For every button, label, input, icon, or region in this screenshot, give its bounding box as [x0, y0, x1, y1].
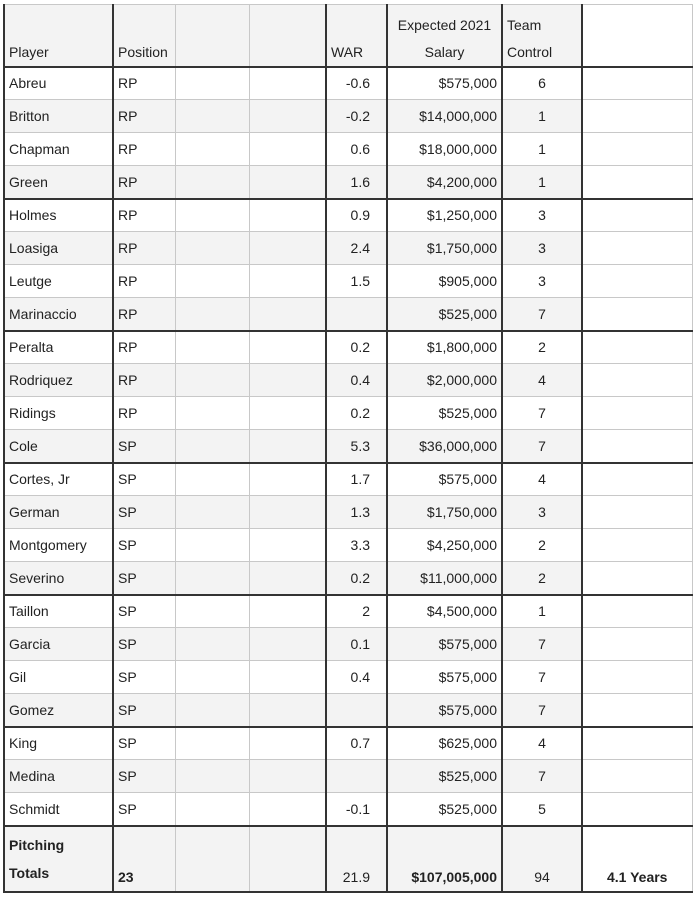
- war-cell[interactable]: -0.2: [326, 100, 387, 133]
- salary-cell[interactable]: $11,000,000: [387, 562, 502, 595]
- position-cell[interactable]: SP: [113, 694, 175, 727]
- header-team-control[interactable]: [502, 5, 582, 67]
- totals-count-cell[interactable]: 23: [113, 826, 175, 892]
- team-control-cell[interactable]: 6: [502, 67, 582, 100]
- blank-cell[interactable]: [249, 265, 326, 298]
- position-cell[interactable]: SP: [113, 430, 175, 463]
- salary-cell[interactable]: $525,000: [387, 793, 502, 826]
- blank-cell[interactable]: [175, 67, 249, 100]
- extra-cell[interactable]: [582, 595, 692, 628]
- blank-cell[interactable]: [175, 364, 249, 397]
- extra-cell[interactable]: [582, 562, 692, 595]
- totals-label-cell[interactable]: [4, 826, 113, 892]
- extra-cell[interactable]: [582, 529, 692, 562]
- position-cell[interactable]: RP: [113, 331, 175, 364]
- blank-cell[interactable]: [249, 298, 326, 331]
- player-cell[interactable]: Medina: [4, 760, 113, 793]
- header-war[interactable]: WAR: [326, 5, 387, 67]
- header-salary[interactable]: [387, 5, 502, 67]
- salary-cell[interactable]: $1,750,000: [387, 496, 502, 529]
- salary-cell[interactable]: $36,000,000: [387, 430, 502, 463]
- salary-cell[interactable]: $575,000: [387, 463, 502, 496]
- extra-cell[interactable]: [582, 67, 692, 100]
- position-cell[interactable]: RP: [113, 133, 175, 166]
- table-row: [4, 232, 692, 265]
- blank-cell[interactable]: [249, 727, 326, 760]
- extra-cell[interactable]: [582, 166, 692, 199]
- table-row: [4, 100, 692, 133]
- extra-cell[interactable]: [582, 793, 692, 826]
- team-control-cell[interactable]: 5: [502, 793, 582, 826]
- player-cell[interactable]: Gil: [4, 661, 113, 694]
- team-control-cell[interactable]: 7: [502, 430, 582, 463]
- salary-cell[interactable]: $2,000,000: [387, 364, 502, 397]
- header-position[interactable]: Position: [113, 5, 175, 67]
- team-control-cell[interactable]: 7: [502, 628, 582, 661]
- position-cell[interactable]: RP: [113, 298, 175, 331]
- team-control-cell[interactable]: 4: [502, 463, 582, 496]
- blank-cell[interactable]: [175, 100, 249, 133]
- table-row: [4, 760, 692, 793]
- header-player[interactable]: Player: [4, 5, 113, 67]
- blank-cell[interactable]: [249, 430, 326, 463]
- war-cell[interactable]: 0.2: [326, 331, 387, 364]
- header-blank-1[interactable]: [175, 5, 249, 67]
- salary-cell[interactable]: $575,000: [387, 67, 502, 100]
- table-row: [4, 463, 692, 496]
- salary-cell[interactable]: $525,000: [387, 397, 502, 430]
- blank-cell[interactable]: [175, 727, 249, 760]
- team-control-cell[interactable]: 3: [502, 199, 582, 232]
- table-row: [4, 364, 692, 397]
- extra-cell[interactable]: [582, 298, 692, 331]
- blank-cell[interactable]: [175, 760, 249, 793]
- totals-average-cell[interactable]: 4.1 Years: [582, 826, 692, 892]
- blank-cell[interactable]: [175, 298, 249, 331]
- team-control-cell[interactable]: 1: [502, 100, 582, 133]
- blank-cell[interactable]: [249, 562, 326, 595]
- blank-cell[interactable]: [175, 661, 249, 694]
- player-cell[interactable]: Taillon: [4, 595, 113, 628]
- war-cell[interactable]: [326, 298, 387, 331]
- blank-cell[interactable]: [175, 166, 249, 199]
- blank-cell[interactable]: [175, 628, 249, 661]
- blank-cell[interactable]: [175, 529, 249, 562]
- war-cell[interactable]: 1.7: [326, 463, 387, 496]
- blank-cell[interactable]: [249, 628, 326, 661]
- war-cell[interactable]: 0.2: [326, 397, 387, 430]
- header-row: [4, 5, 692, 67]
- player-cell[interactable]: Leutge: [4, 265, 113, 298]
- war-cell[interactable]: 0.6: [326, 133, 387, 166]
- table-row: [4, 562, 692, 595]
- extra-cell[interactable]: [582, 133, 692, 166]
- position-cell[interactable]: SP: [113, 562, 175, 595]
- extra-cell[interactable]: [582, 265, 692, 298]
- war-cell[interactable]: 0.1: [326, 628, 387, 661]
- pitching-table: [3, 4, 693, 893]
- position-cell[interactable]: RP: [113, 232, 175, 265]
- extra-cell[interactable]: [582, 331, 692, 364]
- salary-cell[interactable]: $905,000: [387, 265, 502, 298]
- blank-cell[interactable]: [249, 232, 326, 265]
- blank-cell[interactable]: [175, 562, 249, 595]
- blank-cell[interactable]: [249, 166, 326, 199]
- player-cell[interactable]: Schmidt: [4, 793, 113, 826]
- player-cell[interactable]: Montgomery: [4, 529, 113, 562]
- header-blank-2[interactable]: [249, 5, 326, 67]
- team-control-cell[interactable]: 3: [502, 496, 582, 529]
- war-cell[interactable]: 1.5: [326, 265, 387, 298]
- totals-label-line2: Totals: [9, 864, 50, 881]
- blank-cell[interactable]: [175, 463, 249, 496]
- table-row: [4, 331, 692, 364]
- position-cell[interactable]: RP: [113, 265, 175, 298]
- table-row: [4, 793, 692, 826]
- salary-cell[interactable]: $4,200,000: [387, 166, 502, 199]
- blank-cell[interactable]: [175, 496, 249, 529]
- extra-cell[interactable]: [582, 430, 692, 463]
- position-cell[interactable]: SP: [113, 463, 175, 496]
- war-cell[interactable]: 1.3: [326, 496, 387, 529]
- war-cell[interactable]: 2.4: [326, 232, 387, 265]
- war-cell[interactable]: 2: [326, 595, 387, 628]
- totals-salary-cell[interactable]: $107,005,000: [387, 826, 502, 892]
- blank-cell[interactable]: [175, 793, 249, 826]
- position-cell[interactable]: RP: [113, 364, 175, 397]
- blank-cell[interactable]: [249, 463, 326, 496]
- extra-cell[interactable]: [582, 199, 692, 232]
- extra-cell[interactable]: [582, 628, 692, 661]
- blank-cell[interactable]: [249, 529, 326, 562]
- table-row: [4, 265, 692, 298]
- blank-cell[interactable]: [175, 826, 249, 892]
- player-cell[interactable]: Green: [4, 166, 113, 199]
- salary-cell[interactable]: $14,000,000: [387, 100, 502, 133]
- player-cell[interactable]: Severino: [4, 562, 113, 595]
- blank-cell[interactable]: [175, 430, 249, 463]
- blank-cell[interactable]: [175, 199, 249, 232]
- blank-cell[interactable]: [175, 397, 249, 430]
- position-cell[interactable]: RP: [113, 100, 175, 133]
- position-cell[interactable]: SP: [113, 661, 175, 694]
- player-cell[interactable]: Garcia: [4, 628, 113, 661]
- blank-cell[interactable]: [249, 133, 326, 166]
- salary-cell[interactable]: $4,250,000: [387, 529, 502, 562]
- war-cell[interactable]: -0.1: [326, 793, 387, 826]
- totals-war-cell[interactable]: 21.9: [326, 826, 387, 892]
- extra-cell[interactable]: [582, 463, 692, 496]
- blank-cell[interactable]: [249, 364, 326, 397]
- salary-cell[interactable]: $18,000,000: [387, 133, 502, 166]
- header-control-line1: Team: [507, 16, 542, 33]
- blank-cell[interactable]: [249, 397, 326, 430]
- position-cell[interactable]: SP: [113, 793, 175, 826]
- position-cell[interactable]: RP: [113, 166, 175, 199]
- table-row: [4, 628, 692, 661]
- blank-cell[interactable]: [249, 826, 326, 892]
- salary-cell[interactable]: $575,000: [387, 661, 502, 694]
- war-cell[interactable]: 1.6: [326, 166, 387, 199]
- salary-cell[interactable]: $625,000: [387, 727, 502, 760]
- war-cell[interactable]: [326, 760, 387, 793]
- war-cell[interactable]: 0.2: [326, 562, 387, 595]
- team-control-cell[interactable]: 7: [502, 760, 582, 793]
- table-row: [4, 397, 692, 430]
- war-cell[interactable]: 0.4: [326, 661, 387, 694]
- position-cell[interactable]: SP: [113, 595, 175, 628]
- player-cell[interactable]: Rodriquez: [4, 364, 113, 397]
- blank-cell[interactable]: [249, 694, 326, 727]
- war-cell[interactable]: 0.7: [326, 727, 387, 760]
- salary-cell[interactable]: $1,250,000: [387, 199, 502, 232]
- player-cell[interactable]: Holmes: [4, 199, 113, 232]
- player-cell[interactable]: German: [4, 496, 113, 529]
- header-salary-line1: Expected 2021: [397, 16, 492, 33]
- position-cell[interactable]: SP: [113, 760, 175, 793]
- totals-control-cell[interactable]: 94: [502, 826, 582, 892]
- blank-cell[interactable]: [175, 265, 249, 298]
- blank-cell[interactable]: [249, 793, 326, 826]
- position-cell[interactable]: RP: [113, 397, 175, 430]
- extra-cell[interactable]: [582, 661, 692, 694]
- team-control-cell[interactable]: 1: [502, 595, 582, 628]
- blank-cell[interactable]: [175, 232, 249, 265]
- blank-cell[interactable]: [249, 331, 326, 364]
- player-cell[interactable]: Marinaccio: [4, 298, 113, 331]
- war-cell[interactable]: [326, 694, 387, 727]
- extra-cell[interactable]: [582, 364, 692, 397]
- blank-cell[interactable]: [249, 760, 326, 793]
- totals-row: [4, 826, 692, 892]
- position-cell[interactable]: RP: [113, 199, 175, 232]
- header-salary-line2: Salary: [424, 43, 465, 60]
- salary-cell[interactable]: $575,000: [387, 694, 502, 727]
- salary-cell[interactable]: $1,800,000: [387, 331, 502, 364]
- player-cell[interactable]: Abreu: [4, 67, 113, 100]
- team-control-cell[interactable]: 7: [502, 298, 582, 331]
- war-cell[interactable]: -0.6: [326, 67, 387, 100]
- team-control-cell[interactable]: 3: [502, 232, 582, 265]
- table-row: [4, 529, 692, 562]
- extra-cell[interactable]: [582, 397, 692, 430]
- position-cell[interactable]: RP: [113, 67, 175, 100]
- table-row: [4, 298, 692, 331]
- team-control-cell[interactable]: 2: [502, 331, 582, 364]
- player-cell[interactable]: King: [4, 727, 113, 760]
- position-cell[interactable]: SP: [113, 628, 175, 661]
- table-row: [4, 661, 692, 694]
- table-row: [4, 67, 692, 100]
- team-control-cell[interactable]: 7: [502, 397, 582, 430]
- team-control-cell[interactable]: 1: [502, 133, 582, 166]
- team-control-cell[interactable]: 3: [502, 265, 582, 298]
- extra-cell[interactable]: [582, 100, 692, 133]
- player-cell[interactable]: Britton: [4, 100, 113, 133]
- player-cell[interactable]: Ridings: [4, 397, 113, 430]
- player-cell[interactable]: Peralta: [4, 331, 113, 364]
- team-control-cell[interactable]: 7: [502, 694, 582, 727]
- table-row: [4, 496, 692, 529]
- blank-cell[interactable]: [175, 595, 249, 628]
- blank-cell[interactable]: [249, 661, 326, 694]
- team-control-cell[interactable]: 4: [502, 727, 582, 760]
- table-row: [4, 595, 692, 628]
- blank-cell[interactable]: [249, 67, 326, 100]
- extra-cell[interactable]: [582, 496, 692, 529]
- table-row: [4, 430, 692, 463]
- war-cell[interactable]: 0.9: [326, 199, 387, 232]
- header-control-line2: Control: [507, 43, 553, 60]
- team-control-cell[interactable]: 1: [502, 166, 582, 199]
- table-row: [4, 166, 692, 199]
- blank-cell[interactable]: [249, 199, 326, 232]
- player-cell[interactable]: Gomez: [4, 694, 113, 727]
- salary-cell[interactable]: $1,750,000: [387, 232, 502, 265]
- position-cell[interactable]: SP: [113, 496, 175, 529]
- totals-label-line1: Pitching: [9, 836, 65, 853]
- extra-cell[interactable]: [582, 232, 692, 265]
- salary-cell[interactable]: $525,000: [387, 298, 502, 331]
- salary-cell[interactable]: $525,000: [387, 760, 502, 793]
- extra-cell[interactable]: [582, 727, 692, 760]
- player-cell[interactable]: Cole: [4, 430, 113, 463]
- table-row: [4, 694, 692, 727]
- blank-cell[interactable]: [175, 694, 249, 727]
- blank-cell[interactable]: [249, 100, 326, 133]
- blank-cell[interactable]: [249, 595, 326, 628]
- extra-cell[interactable]: [582, 694, 692, 727]
- team-control-cell[interactable]: 2: [502, 562, 582, 595]
- salary-cell[interactable]: $4,500,000: [387, 595, 502, 628]
- blank-cell[interactable]: [249, 496, 326, 529]
- table-row: [4, 133, 692, 166]
- team-control-cell[interactable]: 2: [502, 529, 582, 562]
- table-row: [4, 199, 692, 232]
- team-control-cell[interactable]: 4: [502, 364, 582, 397]
- salary-cell[interactable]: $575,000: [387, 628, 502, 661]
- player-cell[interactable]: Cortes, Jr: [4, 463, 113, 496]
- table-row: [4, 727, 692, 760]
- extra-cell[interactable]: [582, 760, 692, 793]
- player-cell[interactable]: Loasiga: [4, 232, 113, 265]
- position-cell[interactable]: SP: [113, 529, 175, 562]
- war-cell[interactable]: 3.3: [326, 529, 387, 562]
- blank-cell[interactable]: [175, 133, 249, 166]
- player-cell[interactable]: Chapman: [4, 133, 113, 166]
- position-cell[interactable]: SP: [113, 727, 175, 760]
- header-extra[interactable]: [582, 5, 692, 67]
- team-control-cell[interactable]: 7: [502, 661, 582, 694]
- blank-cell[interactable]: [175, 331, 249, 364]
- war-cell[interactable]: 5.3: [326, 430, 387, 463]
- war-cell[interactable]: 0.4: [326, 364, 387, 397]
